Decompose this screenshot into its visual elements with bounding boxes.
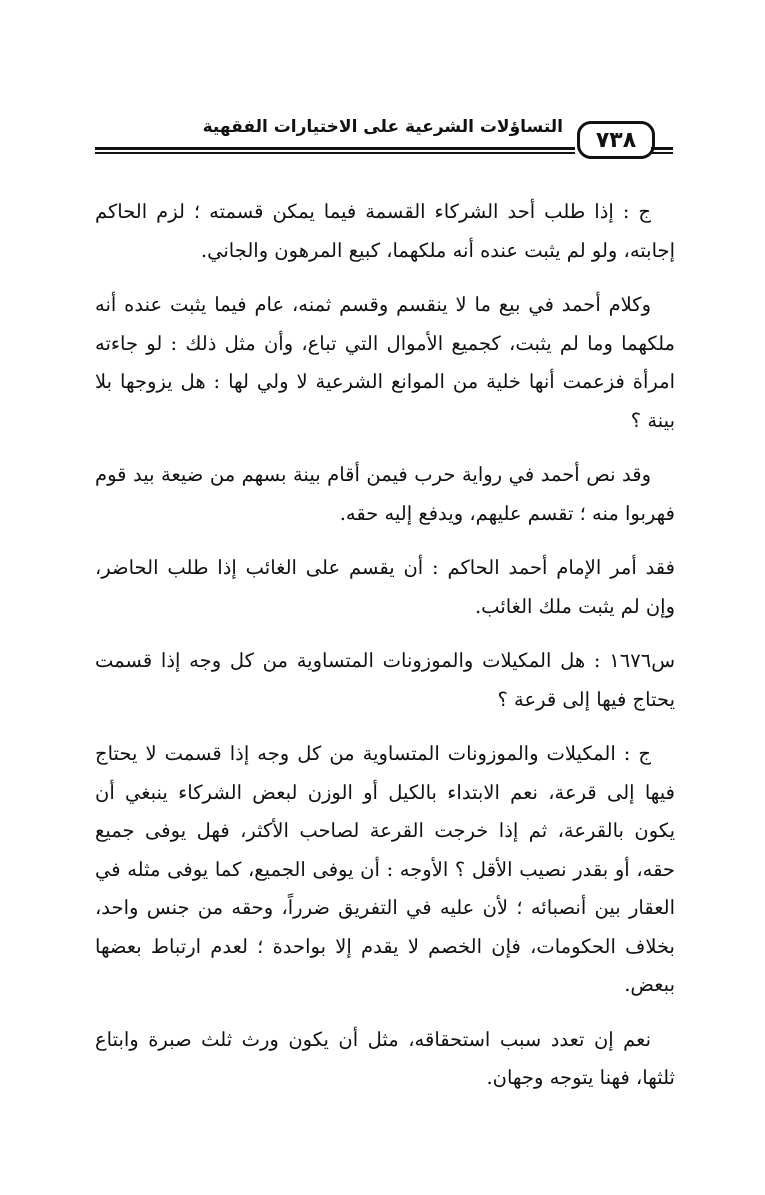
header-rule-tail-thin (651, 152, 673, 154)
page-number-frame (577, 121, 655, 159)
page-number: ٧٣٨ (595, 127, 637, 153)
paragraph-question-1676: س١٦٧٦ : هل المكيلات والموزونات المتساوية من كل وجه إذا قسمت يحتاج فيها إلى قرعة ؟ (95, 649, 675, 711)
running-title: التساؤلات الشرعية على الاختيارات الفقهية (202, 117, 563, 137)
page-body (95, 193, 675, 1114)
header-rule-thick (95, 147, 575, 150)
paragraph-2: وكلام أحمد في بيع ما لا ينقسم وقسم ثمنه، عام فيما يثبت عنده أنه ملكهما وما لم يثبت، كجميع الأموال التي تباع، وأن مثل ذلك : لو جاءته امرأة فزعمت أنها خلية من الموانع الشرعية لا ولي لها : هل يزوجها بلا بينة ؟ (95, 293, 675, 432)
paragraph-3: وقد نص أحمد في رواية حرب فيمن أقام بينة بسهم من ضيعة بيد قوم فهربوا منه ؛ تقسم عليهم، ويدفع إليه حقه. (95, 463, 675, 525)
paragraph-answer-1676: ج : المكيلات والموزونات المتساوية من كل وجه إذا قسمت لا يحتاج فيها إلى قرعة، نعم الابتداء بالكيل أو الوزن لبعض الشركاء ينبغي أن يكون بالقرعة، ثم إذا خرجت القرعة لصاحب الأكثر، فهل يوفى جميع حقه، أو بقدر نصيب الأقل ؟ الأوجه : أن يوفى الجميع، كما يوفى مثله في العقار بين أنصبائه ؛ لأن عليه في التفريق ضرراً، وحقه من جنس واحد، بخلاف الحكومات، فإن الخصم لا يقدم إلا بواحدة ؛ لعدم ارتباط بعضها ببعض. (95, 742, 675, 996)
header-rule-thin (95, 152, 575, 154)
paragraph-answer-1: ج : إذا طلب أحد الشركاء القسمة فيما يمكن قسمته ؛ لزم الحاكم إجابته، ولو لم يثبت عنده أنه ملكهما، كبيع المرهون والجاني. (95, 200, 675, 262)
paragraph-7: نعم إن تعدد سبب استحقاقه، مثل أن يكون ورث ثلث صبرة وابتاع ثلثها، فهنا يتوجه وجهان. (95, 1027, 675, 1089)
header-rule-tail-thick (651, 147, 673, 150)
page-header (95, 113, 673, 161)
paragraph-4: فقد أمر الإمام أحمد الحاكم : أن يقسم على الغائب إذا طلب الحاضر، وإن لم يثبت ملك الغائب. (95, 556, 675, 618)
